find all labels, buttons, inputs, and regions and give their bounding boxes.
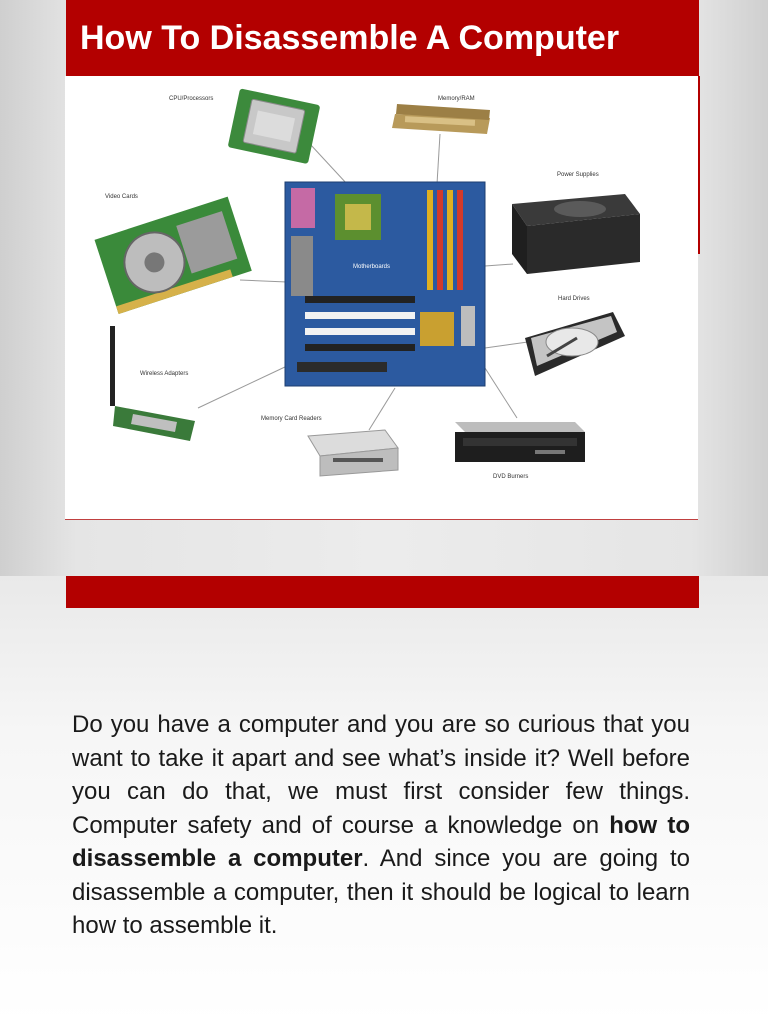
label-cpu: CPU/Processors (169, 96, 214, 102)
label-hard-drives: Hard Drives (558, 296, 590, 302)
label-memory: Memory/RAM (438, 96, 475, 102)
body-text-part2: . And since you are going to disassemble a computer, then it should be logical to learn how to assemble it. (72, 845, 690, 939)
label-wireless-adapters: Wireless Adapters (140, 371, 189, 377)
hard-drive-image (525, 312, 625, 376)
label-dvd-burners: DVD Burners (493, 474, 529, 480)
title-bar (66, 0, 699, 76)
bottom-accent-bar (66, 576, 699, 608)
body-text-bold: how to disassemble a computer (72, 811, 690, 872)
label-motherboard: Motherboards (353, 264, 391, 270)
title-bar-edge (698, 76, 700, 254)
components-illustration (65, 76, 698, 519)
body-paragraph (72, 708, 690, 943)
cpu-image (228, 88, 321, 164)
dvd-burner-image (455, 422, 585, 462)
ram-image (392, 104, 490, 134)
page-title: How To Disassemble A Computer (80, 18, 620, 57)
body-text-part1: Do you have a computer and you are so curious that you want to take it apart and see what’s inside it? Well before you can do that, we must first consider few things. Computer safety and of course a knowledge on (72, 711, 690, 839)
video-card-image (95, 197, 252, 314)
label-power-supply: Power Supplies (557, 172, 599, 178)
wireless-adapter-image (110, 326, 195, 441)
memory-card-reader-image (308, 430, 398, 476)
power-supply-image (512, 194, 640, 274)
label-video-cards: Video Cards (105, 194, 138, 200)
label-memory-card-readers: Memory Card Readers (261, 416, 322, 422)
motherboard-image (285, 182, 485, 386)
components-diagram (65, 76, 698, 520)
